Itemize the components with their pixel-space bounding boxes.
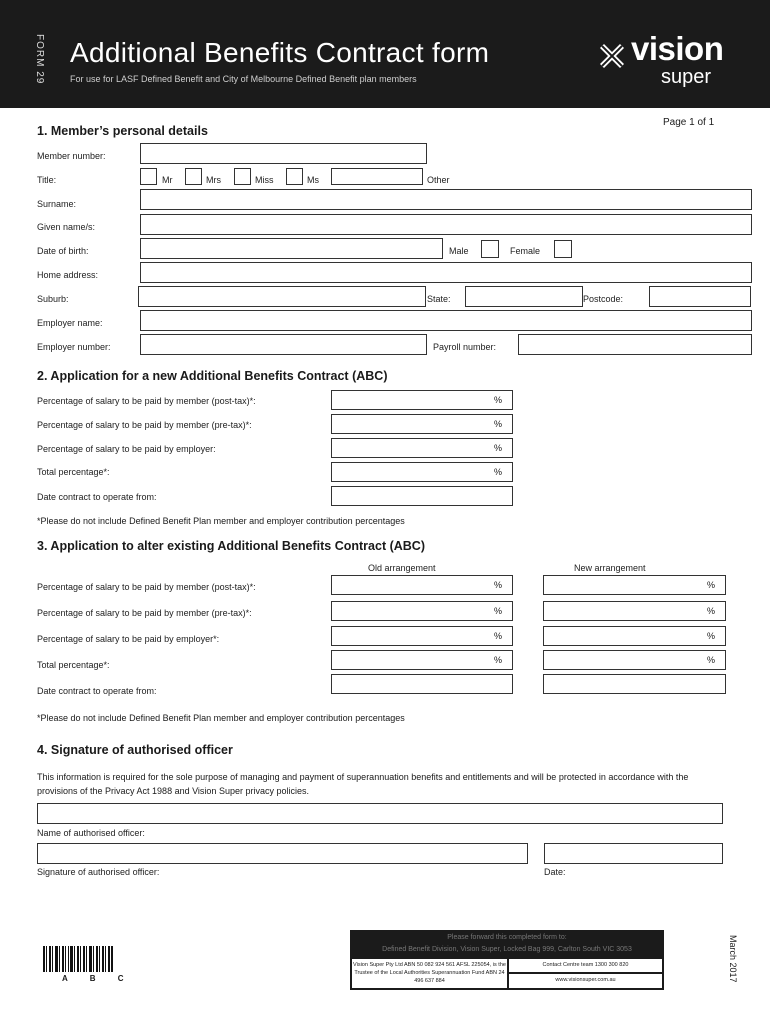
s3-new-date-field[interactable]	[543, 674, 726, 694]
title-miss-label: Miss	[255, 175, 274, 185]
female-label: Female	[510, 246, 541, 256]
s3-new-member-post-tax-field[interactable]	[543, 575, 726, 595]
title-ms-checkbox[interactable]	[286, 168, 303, 185]
s3-note: *Please do not include Defined Benefit Plan member and employer contribution percentages	[37, 713, 405, 723]
page-subtitle: For use for LASF Defined Benefit and City of Melbourne Defined Benefit plan members	[70, 74, 417, 84]
barcode-text: A B C	[62, 974, 134, 983]
section2-heading: 2. Application for a new Additional Benefits Contract (ABC)	[37, 369, 388, 383]
officer-signature-label: Signature of authorised officer:	[37, 867, 160, 877]
officer-signature-field[interactable]	[37, 843, 528, 864]
male-checkbox[interactable]	[481, 240, 499, 258]
s2-row-label: Percentage of salary to be paid by member (post-tax)*:	[37, 396, 256, 406]
old-arrangement-header: Old arrangement	[368, 563, 436, 573]
s2-note: *Please do not include Defined Benefit Plan member and employer contribution percentages	[37, 516, 405, 526]
percent-sign: %	[493, 395, 502, 405]
section4-heading: 4. Signature of authorised officer	[37, 743, 233, 757]
s3-new-employer-field[interactable]	[543, 626, 726, 646]
section3-heading: 3. Application to alter existing Additional Benefits Contract (ABC)	[37, 539, 425, 553]
logo-subword: super	[661, 66, 712, 88]
employer-number-field[interactable]	[140, 334, 427, 355]
percent-sign: %	[493, 467, 502, 477]
s2-date-label: Date contract to operate from:	[37, 492, 157, 502]
given-names-label: Given name/s:	[37, 222, 96, 232]
employer-name-label: Employer name:	[37, 318, 103, 328]
footer-entity-text: Vision Super Pty Ltd ABN 50 082 924 561 AFSL 225054, is the Trustee of the Local Authorities Superannuation Fund ABN 24 496 637 884	[352, 959, 507, 988]
percent-sign: %	[493, 419, 502, 429]
female-checkbox[interactable]	[554, 240, 572, 258]
state-label: State:	[427, 294, 451, 304]
dob-label: Date of birth:	[37, 246, 89, 256]
s3-old-member-pre-tax-field[interactable]	[331, 601, 513, 621]
percent-sign: %	[493, 606, 502, 616]
given-names-field[interactable]	[140, 214, 752, 235]
s3-row-label: Percentage of salary to be paid by member (post-tax)*:	[37, 582, 256, 592]
suburb-label: Suburb:	[37, 294, 69, 304]
s3-old-member-post-tax-field[interactable]	[331, 575, 513, 595]
s2-total-field[interactable]	[331, 462, 513, 482]
surname-field[interactable]	[140, 189, 752, 210]
page-number: Page 1 of 1	[663, 117, 715, 128]
footer-contact-text: Contact Centre team 1300 300 820	[509, 959, 662, 972]
footer-address-text: Defined Benefit Division, Vision Super, Locked Bag 999, Carlton South VIC 3053	[382, 946, 632, 953]
surname-label: Surname:	[37, 199, 77, 209]
percent-sign: %	[493, 443, 502, 453]
section1-heading: 1. Member’s personal details	[37, 124, 208, 138]
footer-website-link[interactable]: www.visionsuper.com.au	[509, 974, 662, 988]
s2-employer-field[interactable]	[331, 438, 513, 458]
s3-old-date-field[interactable]	[331, 674, 513, 694]
s2-row-label: Percentage of salary to be paid by employer:	[37, 444, 216, 454]
state-field[interactable]	[465, 286, 583, 307]
s2-member-post-tax-field[interactable]	[331, 390, 513, 410]
s3-new-total-field[interactable]	[543, 650, 726, 670]
payroll-number-field[interactable]	[518, 334, 752, 355]
employer-name-field[interactable]	[140, 310, 752, 331]
member-number-label: Member number:	[37, 151, 106, 161]
percent-sign: %	[706, 655, 715, 665]
form-date: March 2017	[728, 935, 738, 983]
payroll-number-label: Payroll number:	[433, 342, 497, 352]
s3-date-label: Date contract to operate from:	[37, 686, 157, 696]
title-miss-checkbox[interactable]	[234, 168, 251, 185]
title-other-label: Other	[427, 175, 450, 185]
title-mr-checkbox[interactable]	[140, 168, 157, 185]
percent-sign: %	[706, 631, 715, 641]
home-address-field[interactable]	[140, 262, 752, 283]
title-mr-label: Mr	[162, 175, 173, 185]
new-arrangement-header: New arrangement	[574, 563, 646, 573]
suburb-field[interactable]	[138, 286, 426, 307]
employer-number-label: Employer number:	[37, 342, 111, 352]
title-mrs-checkbox[interactable]	[185, 168, 202, 185]
s3-old-total-field[interactable]	[331, 650, 513, 670]
s3-row-label: Percentage of salary to be paid by employer*:	[37, 634, 220, 644]
officer-name-field[interactable]	[37, 803, 723, 824]
male-label: Male	[449, 246, 469, 256]
signature-date-label: Date:	[544, 867, 566, 877]
s3-old-employer-field[interactable]	[331, 626, 513, 646]
home-address-label: Home address:	[37, 270, 99, 280]
signature-date-field[interactable]	[544, 843, 723, 864]
officer-name-label: Name of authorised officer:	[37, 828, 145, 838]
percent-sign: %	[493, 631, 502, 641]
percent-sign: %	[493, 655, 502, 665]
percent-sign: %	[706, 606, 715, 616]
s2-member-pre-tax-field[interactable]	[331, 414, 513, 434]
postcode-field[interactable]	[649, 286, 751, 307]
s3-row-label: Percentage of salary to be paid by member (pre-tax)*:	[37, 608, 252, 618]
s3-row-label: Total percentage*:	[37, 660, 110, 670]
title-ms-label: Ms	[307, 175, 319, 185]
member-number-field[interactable]	[140, 143, 427, 164]
postcode-label: Postcode:	[583, 294, 624, 304]
s2-row-label: Percentage of salary to be paid by member (pre-tax)*:	[37, 420, 252, 430]
title-other-field[interactable]	[331, 168, 423, 185]
percent-sign: %	[493, 580, 502, 590]
logo-wordmark: vision	[631, 30, 724, 67]
title-label: Title:	[37, 175, 57, 185]
title-mrs-label: Mrs	[206, 175, 221, 185]
s2-row-label: Total percentage*:	[37, 467, 110, 477]
s3-new-member-pre-tax-field[interactable]	[543, 601, 726, 621]
s2-date-field[interactable]	[331, 486, 513, 506]
form-code: FORM 29	[34, 34, 45, 85]
footer-forward-text: Please forward this completed form to:	[447, 934, 567, 941]
privacy-text: This information is required for the sole purpose of managing and payment of superannuation benefits and entitlements and will be protected in accordance with the provisions of the Privacy Act 1988 and Vision Super privacy policies.	[37, 772, 689, 796]
dob-field[interactable]	[140, 238, 443, 259]
barcode-icon	[43, 946, 113, 972]
x-cross-icon	[596, 40, 628, 72]
page-title: Additional Benefits Contract form	[70, 37, 490, 68]
percent-sign: %	[706, 580, 715, 590]
